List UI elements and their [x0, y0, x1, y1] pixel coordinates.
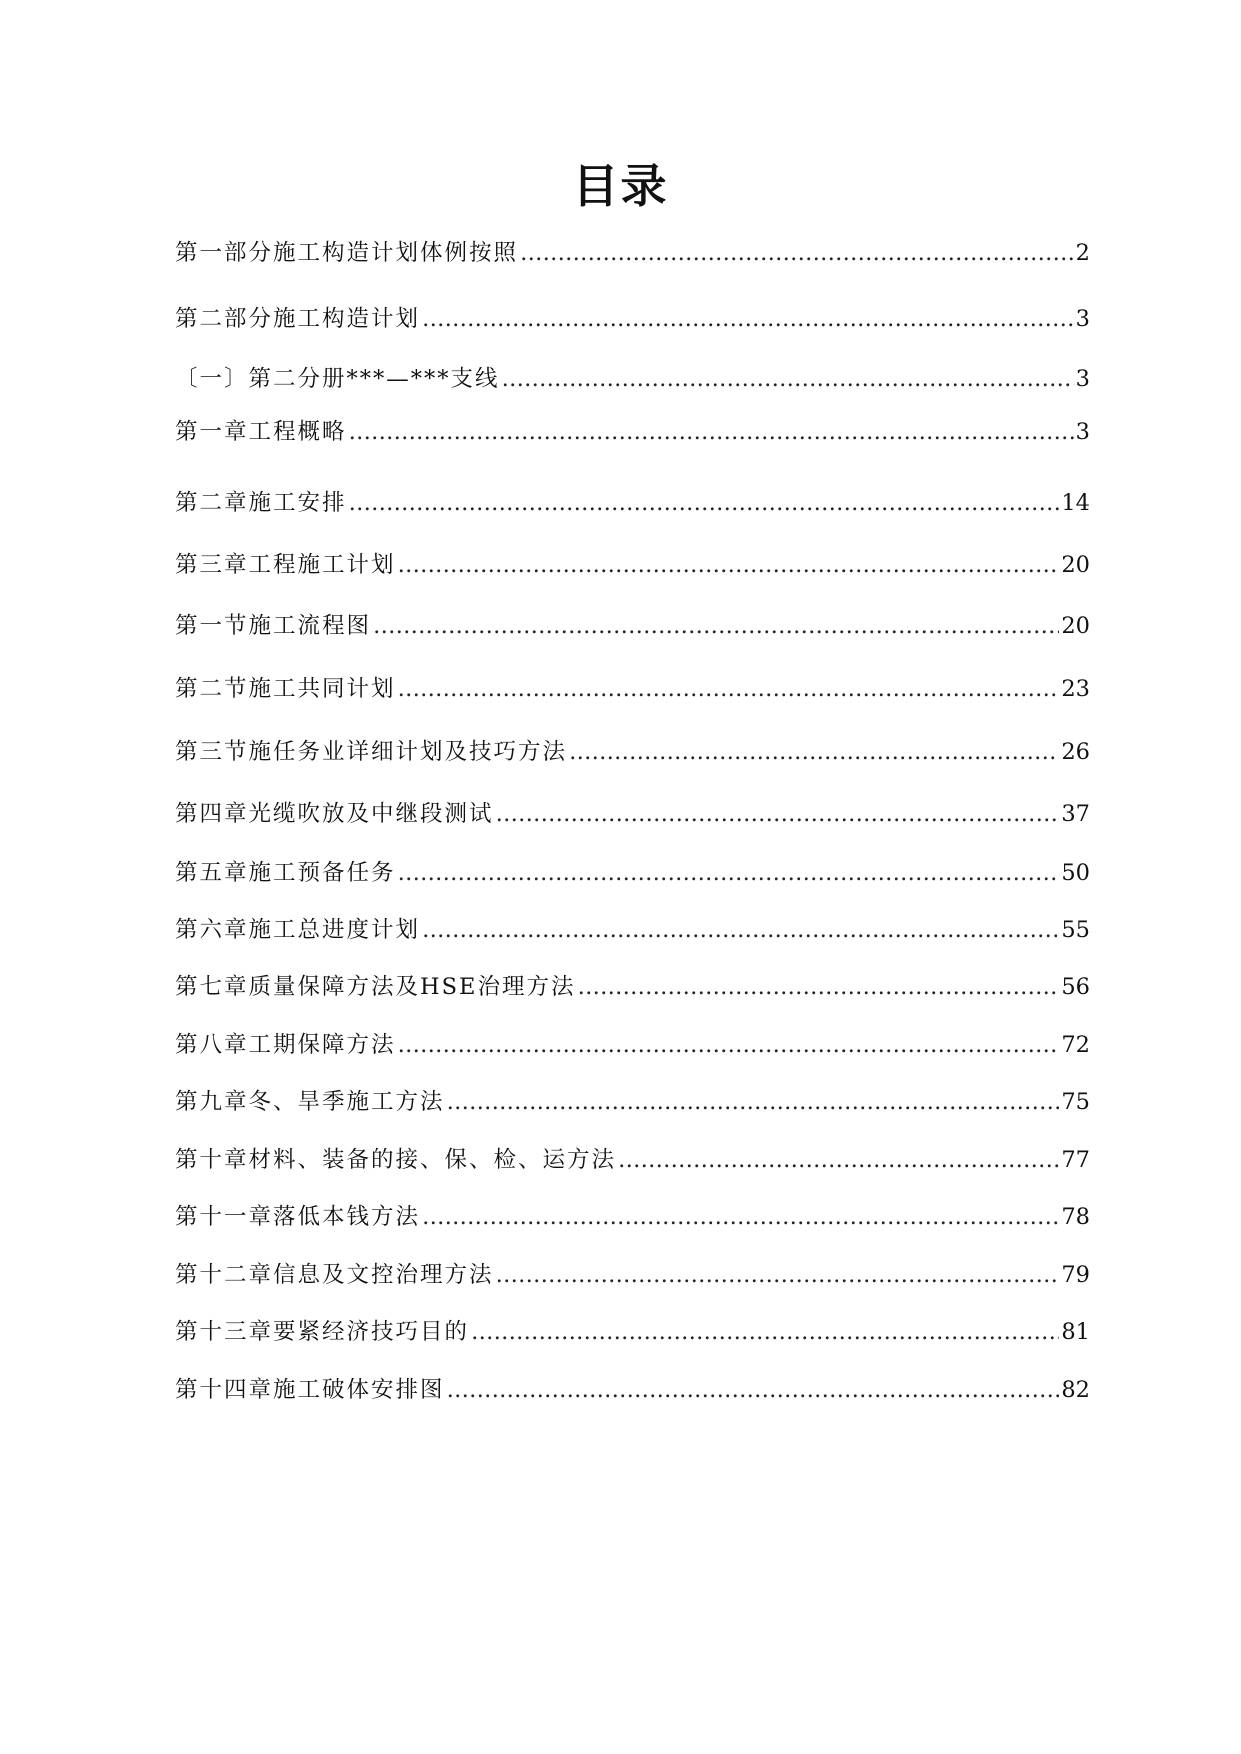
- toc-entry[interactable]: [175, 735, 1090, 769]
- toc-entry-page-number: 82: [1061, 1377, 1090, 1403]
- toc-entry-title: 〔一〕第二分册***—***支线: [175, 366, 500, 392]
- toc-leader-dots: [373, 609, 1059, 643]
- toc-entry-title: 第十一章落低本钱方法: [175, 1204, 421, 1230]
- toc-leader-dots: [422, 1200, 1059, 1234]
- toc-entry-page-number: 75: [1061, 1089, 1090, 1115]
- toc-entry[interactable]: [175, 1028, 1090, 1062]
- page-title: 目录: [572, 159, 669, 213]
- toc-entry[interactable]: [175, 856, 1090, 890]
- toc-entry-title: 第十章材料、装备的接、保、检、运方法: [175, 1147, 617, 1173]
- toc-leader-dots: [398, 1028, 1060, 1062]
- toc-leader-dots: [471, 1315, 1059, 1349]
- toc-leader-dots: [618, 1143, 1059, 1177]
- toc-entry-title: 第九章冬、旱季施工方法: [175, 1089, 445, 1115]
- toc-entry-page-number: 72: [1061, 1032, 1090, 1058]
- toc-entry[interactable]: [175, 415, 1090, 449]
- toc-leader-dots: [569, 735, 1059, 769]
- toc-entry-title: 第十四章施工破体安排图: [175, 1377, 445, 1403]
- toc-entry-title: 第一部分施工构造计划体例按照: [175, 240, 519, 266]
- toc-entry[interactable]: [175, 302, 1090, 336]
- toc-entry-page-number: 14: [1061, 490, 1090, 516]
- toc-entry[interactable]: [175, 970, 1090, 1004]
- toc-entry[interactable]: [175, 236, 1090, 270]
- toc-entry[interactable]: [175, 1085, 1090, 1119]
- toc-entry-title: 第三节施任务业详细计划及技巧方法: [175, 739, 568, 765]
- toc-entry-title: 第二节施工共同计划: [175, 676, 396, 702]
- toc-leader-dots: [398, 672, 1060, 706]
- toc-leader-dots: [398, 548, 1060, 582]
- toc-entry-page-number: 79: [1061, 1262, 1090, 1288]
- toc-leader-dots: [496, 797, 1060, 831]
- toc-entry[interactable]: [175, 548, 1090, 582]
- toc-entry[interactable]: [175, 1258, 1090, 1292]
- toc-leader-dots: [349, 415, 1074, 449]
- toc-leader-dots: [502, 362, 1074, 396]
- toc-entry[interactable]: [175, 362, 1090, 396]
- toc-entry-title: 第一节施工流程图: [175, 613, 372, 639]
- toc-leader-dots: [520, 236, 1074, 270]
- toc-entry-title: 第二部分施工构造计划: [175, 306, 421, 332]
- toc-leader-dots: [496, 1258, 1060, 1292]
- toc-entry-page-number: 26: [1061, 739, 1090, 765]
- toc-entry[interactable]: [175, 797, 1090, 831]
- toc-entry-page-number: 56: [1061, 974, 1090, 1000]
- toc-entry-page-number: 3: [1075, 419, 1090, 445]
- toc-entry-page-number: 50: [1061, 860, 1090, 886]
- toc-entry-page-number: 55: [1061, 917, 1090, 943]
- toc-leader-dots: [422, 302, 1074, 336]
- toc-entry-title: 第十三章要紧经济技巧目的: [175, 1319, 470, 1345]
- toc-entry-title: 第二章施工安排: [175, 490, 347, 516]
- toc-leader-dots: [422, 913, 1059, 947]
- toc-leader-dots: [577, 970, 1059, 1004]
- toc-entry-title: 第一章工程概略: [175, 419, 347, 445]
- toc-entry-title: 第七章质量保障方法及HSE治理方法: [175, 974, 576, 1000]
- toc-entry-title: 第四章光缆吹放及中继段测试: [175, 801, 494, 827]
- toc-leader-dots: [447, 1373, 1060, 1407]
- toc-entry-page-number: 20: [1061, 552, 1090, 578]
- toc-entry-page-number: 77: [1061, 1147, 1090, 1173]
- toc-entry-title: 第八章工期保障方法: [175, 1032, 396, 1058]
- toc-entry[interactable]: [175, 1200, 1090, 1234]
- toc-entry[interactable]: [175, 486, 1090, 520]
- toc-entry-page-number: 23: [1061, 676, 1090, 702]
- toc-entry-page-number: 78: [1061, 1204, 1090, 1230]
- toc-entry[interactable]: [175, 609, 1090, 643]
- toc-entry[interactable]: [175, 1373, 1090, 1407]
- toc-entry[interactable]: [175, 913, 1090, 947]
- toc-entry-page-number: 3: [1075, 366, 1090, 392]
- toc-entry-page-number: 81: [1061, 1319, 1090, 1345]
- toc-entry[interactable]: [175, 672, 1090, 706]
- toc-entry[interactable]: [175, 1143, 1090, 1177]
- toc-entry-page-number: 20: [1061, 613, 1090, 639]
- toc-leader-dots: [398, 856, 1060, 890]
- toc-entry-page-number: 2: [1075, 240, 1090, 266]
- toc-entry-page-number: 37: [1061, 801, 1090, 827]
- toc-entry-title: 第三章工程施工计划: [175, 552, 396, 578]
- toc-entry[interactable]: [175, 1315, 1090, 1349]
- toc-entry-title: 第五章施工预备任务: [175, 860, 396, 886]
- toc-entry-title: 第六章施工总进度计划: [175, 917, 421, 943]
- toc-leader-dots: [447, 1085, 1060, 1119]
- toc-entry-title: 第十二章信息及文控治理方法: [175, 1262, 494, 1288]
- toc-entry-page-number: 3: [1075, 306, 1090, 332]
- toc-leader-dots: [349, 486, 1060, 520]
